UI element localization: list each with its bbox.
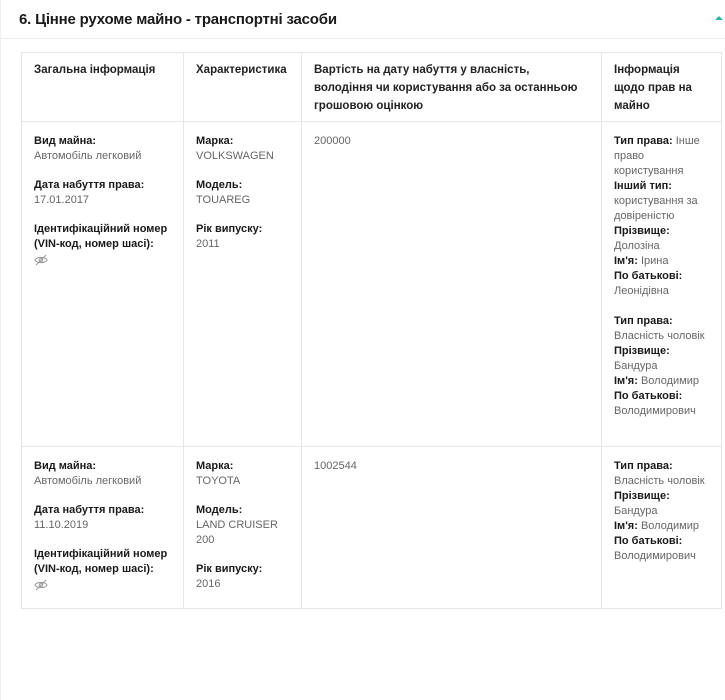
value: VOLKSWAGEN [196,150,274,162]
value: 2016 [196,578,221,590]
rights-entry [614,134,709,299]
section-header[interactable] [1,0,725,39]
value: Бандура [614,505,658,517]
label: Ім'я: [614,520,638,532]
label: Ідентифікаційний номер (VIN-код, номер шасі): [34,223,168,250]
value: Бандура [614,360,658,372]
label: Модель: [196,179,243,191]
cell-rights [602,447,722,609]
rights-entry [614,459,709,564]
label: Тип права: [614,315,673,327]
label: По батькові: [614,390,683,402]
cell-characteristics [184,447,302,609]
rights-entry [614,314,709,419]
eye-slash-icon[interactable] [34,254,48,266]
label: Рік випуску: [196,223,263,235]
value-amount: 200000 [314,135,351,147]
label: Модель: [196,504,243,516]
value-amount: 1002544 [314,460,357,472]
label: Ім'я: [614,375,638,387]
label: Марка: [196,460,234,472]
header-value: Вартість на дату набуття у власність, володіння чи користування або за останньою грошовою оцінкою [302,53,602,122]
chevron-up-icon[interactable] [715,16,723,20]
value: 11.10.2019 [34,519,89,531]
label: Інший тип: [614,180,672,192]
value: Володимирович [614,405,696,417]
header-general: Загальна інформація [22,53,184,122]
cell-value [302,447,602,609]
label: Рік випуску: [196,563,263,575]
header-characteristics: Характеристика [184,53,302,122]
label: Дата набуття права: [34,179,145,191]
value: TOYOTA [196,475,241,487]
value: Володимир [640,520,699,532]
label: Вид майна: [34,135,97,147]
value: Долозіна [614,240,660,252]
label: Тип права: [614,135,673,147]
cell-rights [602,122,722,447]
value: Власність чоловік [614,330,705,342]
label: По батькові: [614,535,683,547]
eye-slash-icon[interactable] [34,579,48,591]
section-title: 6. Цінне рухоме майно - транспортні засоби [19,10,337,28]
table-row [22,447,722,609]
cell-characteristics [184,122,302,447]
label: Тип права: [614,460,673,472]
cell-general [22,122,184,447]
value: Володимир [640,375,699,387]
label: Прізвище: [614,490,670,502]
value: Інше право користування [614,135,700,177]
value: TOUAREG [196,194,251,206]
label: Вид майна: [34,460,97,472]
value: Автомобіль легковий [34,150,142,162]
value: 17.01.2017 [34,194,90,206]
value: 2011 [196,238,220,250]
cell-general [22,447,184,609]
label: Прізвище: [614,345,670,357]
label: Ідентифікаційний номер (VIN-код, номер шасі): [34,548,168,575]
label: Дата набуття права: [34,504,145,516]
header-rights: Інформація щодо прав на майно [602,53,722,122]
value: користування за довіреністю [614,195,698,222]
table-row [22,122,722,447]
label: Ім'я: [614,255,638,267]
cell-value [302,122,602,447]
label: По батькові: [614,270,683,282]
vehicles-table [21,52,722,609]
value: Автомобіль легковий [34,475,142,487]
value: Леонідівна [614,285,669,297]
label: Марка: [196,135,234,147]
value: LAND CRUISER 200 [196,519,278,546]
value: Ірина [640,255,669,267]
label: Прізвище: [614,225,670,237]
value: Власність чоловік [614,475,705,487]
value: Володимирович [614,550,696,562]
